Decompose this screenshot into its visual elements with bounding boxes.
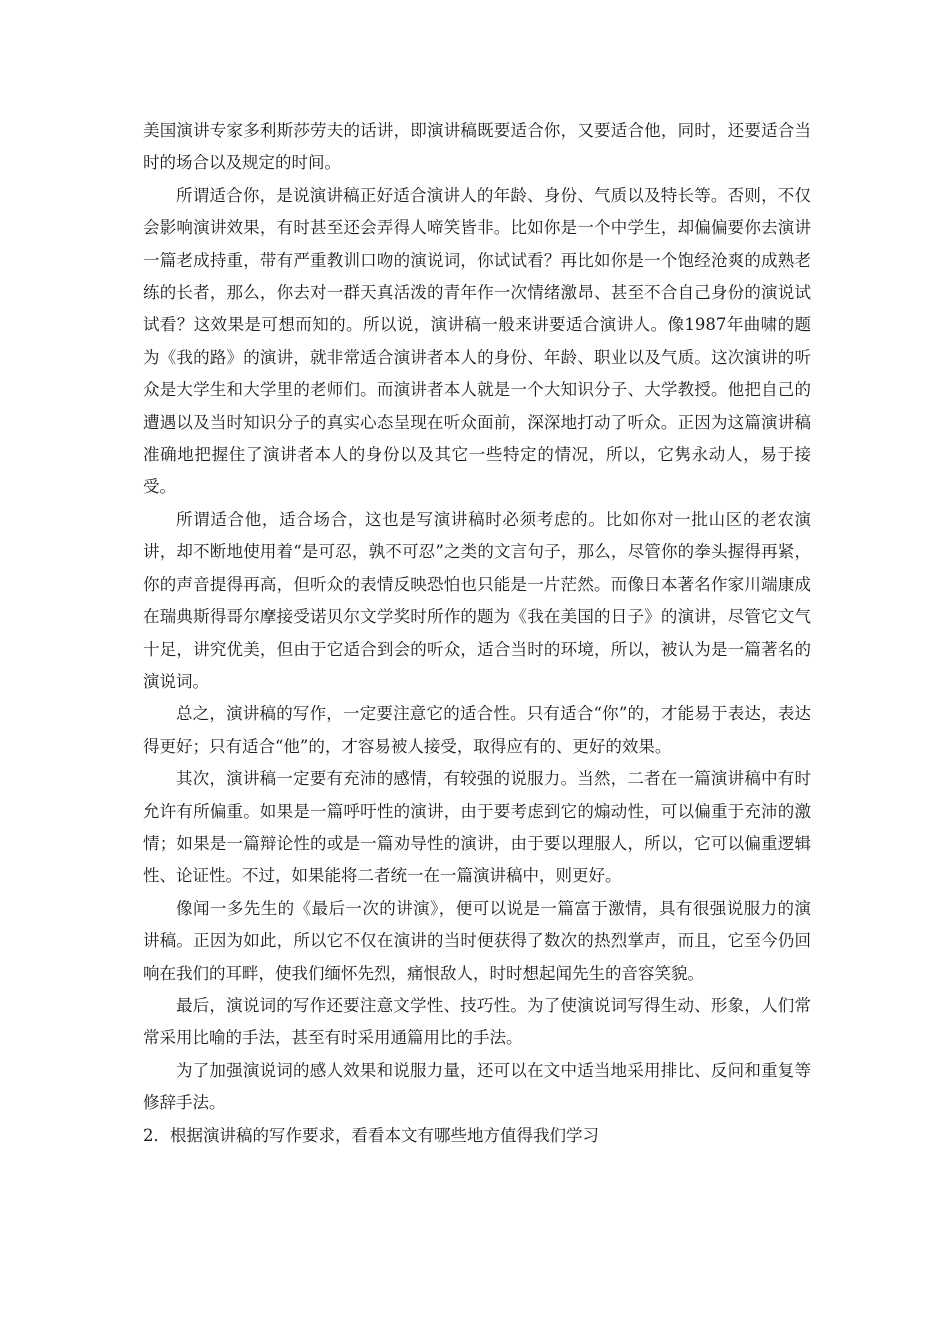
paragraph-summary: 总之，演讲稿的写作，一定要注意它的适合性。只有适合“你”的，才能易于表达，表达得更好；只有适合“他”的，才容易被人接受，取得应有的、更好的效果。: [143, 704, 811, 756]
paragraph-rhetoric: 为了加强演说词的感人效果和说服力量，还可以在文中适当地采用排比、反问和重复等修辞手法。: [143, 1060, 811, 1113]
paragraph-literary: 最后，演说词的写作还要注意文学性、技巧性。为了使演说词写得生动、形象，人们常常采用比喻的手法，甚至有时采用通篇用比的手法。: [143, 995, 811, 1048]
paragraph-continuation: 美国演讲专家多利斯莎劳夫的话讲，即演讲稿既要适合你，又要适合他，同时，还要适合当时的场合以及规定的时间。: [143, 121, 811, 173]
paragraph-emotion: 其次，演讲稿一定要有充沛的感情，有较强的说服力。当然，二者在一篇演讲稿中有时允许有所偏重。如果是一篇呼吁性的演讲，由于要考虑到它的煽动性，可以偏重于充沛的激情；如果是一篇辩论性的或是一篇劝导性的演讲，由于要以理服人，所以，它可以偏重逻辑性、论证性。不过，如果能将二者统一在一篇演讲稿中，则更好。: [143, 769, 811, 886]
paragraph-suit-him: 所谓适合他，适合场合，这也是写演讲稿时必须考虑的。比如你对一批山区的老农演讲，却不断地使用着“是可忍，孰不可忍”之类的文言句子，那么，尽管你的拳头握得再紧，你的声音提得再高，但听众的表情反映恐怕也只能是一片茫然。而像日本著名作家川端康成在瑞典斯得哥尔摩接受诺贝尔文学奖时所作的题为《我在美国的日子》的演讲，尽管它文气十足，讲究优美，但由于它适合到会的听众，适合当时的环境，所以，被认为是一篇著名的演说词。: [143, 509, 811, 691]
paragraph-suit-you: 所谓适合你，是说演讲稿正好适合演讲人的年龄、身份、气质以及特长等。否则，不仅会影响演讲效果，有时甚至还会弄得人啼笑皆非。比如你是一个中学生，却偏偏要你去演讲一篇老成持重，带有严重教训口吻的演说词，你试试看？再比如你是一个饱经沧爽的成熟老练的长者，那么，你去对一群天真活泼的青年作一次情绪激昂、甚至不合自己身份的演说试试看？这效果是可想而知的。所以说，演讲稿一般来讲要适合演讲人。像1987年曲啸的题为《我的路》的演讲，就非常适合演讲者本人的身份、年龄、职业以及气质。这次演讲的听众是大学生和大学里的老师们。而演讲者本人就是一个大知识分子、大学教授。他把自己的遭遇以及当时知识分子的真实心态呈现在听众面前，深深地打动了听众。正因为这篇演讲稿准确地把握住了演讲者本人的身份以及其它一些特定的情况，所以，它隽永动人，易于接受。: [143, 185, 811, 497]
paragraph-example: 像闻一多先生的《最后一次的讲演》，便可以说是一篇富于激情，具有很强说服力的演讲稿。正因为如此，所以它不仅在演讲的当时便获得了数次的热烈掌声，而且，它至今仍回响在我们的耳畔，使我们缅怀先烈，痛恨敌人，时时想起闻先生的音容笑貌。: [143, 898, 811, 983]
question-2: 2．根据演讲稿的写作要求，看看本文有哪些地方值得我们学习: [143, 1125, 599, 1145]
document-body: [143, 115, 811, 1152]
